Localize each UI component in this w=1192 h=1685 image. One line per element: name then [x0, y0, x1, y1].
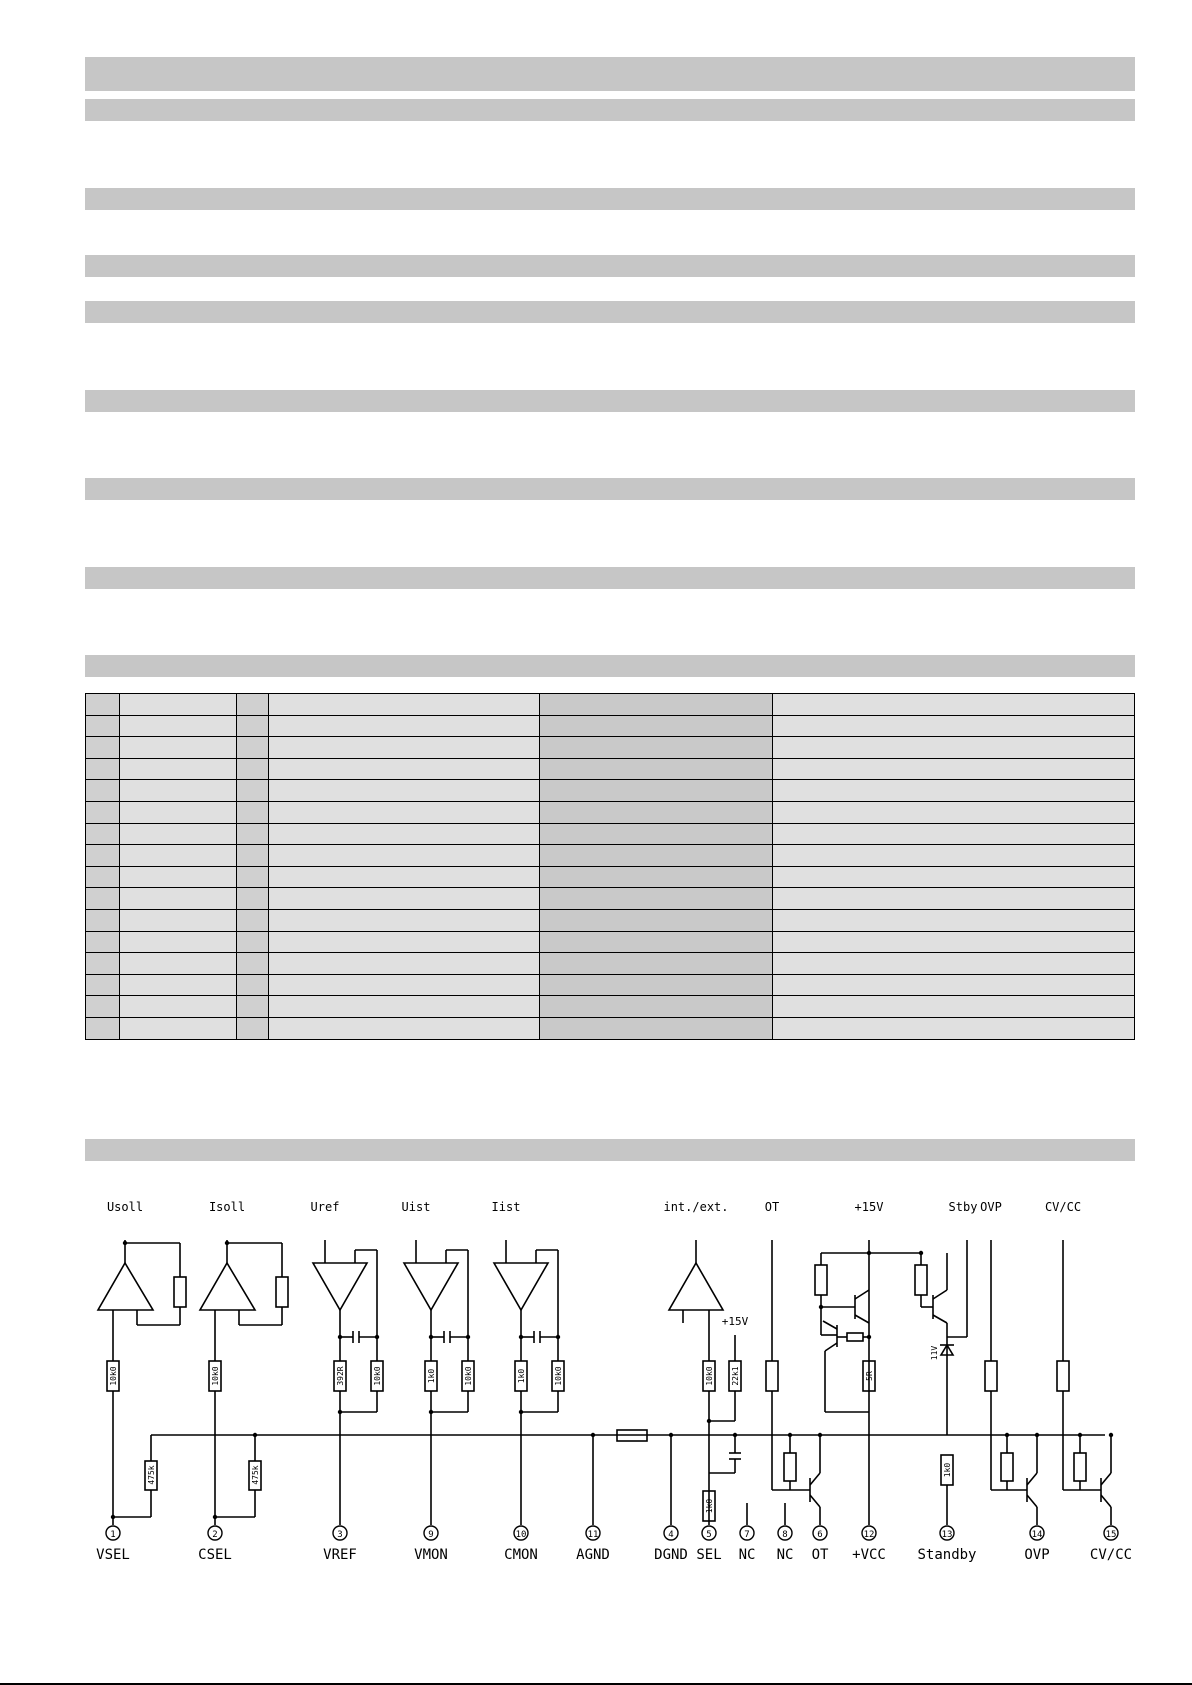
resistor-value-label: 10k0 — [554, 1366, 563, 1386]
table-row — [86, 845, 1135, 867]
table-cell — [86, 780, 120, 802]
table-cell — [269, 801, 540, 823]
resistor-value-label: 10k0 — [705, 1366, 714, 1386]
pin-name: CMON — [504, 1547, 538, 1563]
table-cell — [540, 715, 773, 737]
table-cell — [237, 931, 269, 953]
table-cell — [86, 909, 120, 931]
table-cell — [269, 953, 540, 975]
pin-name: +VCC — [852, 1547, 886, 1563]
table-cell — [773, 845, 1135, 867]
table-cell — [86, 823, 120, 845]
top-label: Usoll — [106, 1200, 144, 1214]
section-bar-2 — [85, 188, 1135, 210]
table-cell — [237, 1017, 269, 1039]
pin-number: 9 — [428, 1530, 434, 1540]
pin-number: 15 — [1105, 1530, 1117, 1540]
table-cell — [540, 866, 773, 888]
table-cell — [120, 931, 237, 953]
pin-name: SEL — [696, 1547, 722, 1563]
pin-name: OVP — [1024, 1547, 1050, 1563]
resistor-value-label: 10k0 — [464, 1366, 473, 1386]
table-cell — [540, 823, 773, 845]
table-cell — [86, 758, 120, 780]
table-cell — [237, 974, 269, 996]
pin-name: Standby — [917, 1547, 977, 1563]
top-label: OT — [764, 1200, 780, 1214]
table-cell — [120, 737, 237, 759]
top-label: Iist — [491, 1200, 521, 1214]
table-cell — [237, 694, 269, 716]
resistor-value-label: 475k — [251, 1465, 260, 1485]
table-cell — [773, 823, 1135, 845]
table-cell — [86, 845, 120, 867]
table-row — [86, 737, 1135, 759]
pin-number: 14 — [1031, 1530, 1043, 1540]
resistor-value-label: 1k0 — [427, 1368, 436, 1384]
section-bar-4 — [85, 301, 1135, 323]
section-bar-1 — [85, 99, 1135, 121]
pin-number: 13 — [941, 1530, 953, 1540]
circuit-schematic — [85, 1185, 1135, 1595]
table-cell — [120, 694, 237, 716]
table-cell — [237, 801, 269, 823]
pin-number: 7 — [744, 1530, 750, 1540]
top-label: int./ext. — [663, 1200, 729, 1214]
table-cell — [269, 737, 540, 759]
table-row — [86, 715, 1135, 737]
table-cell — [540, 801, 773, 823]
section-bar-5 — [85, 390, 1135, 412]
table-cell — [269, 845, 540, 867]
title-bar — [85, 57, 1135, 91]
table-row — [86, 866, 1135, 888]
table-cell — [540, 694, 773, 716]
table-cell — [237, 715, 269, 737]
table-cell — [773, 866, 1135, 888]
table-cell — [540, 845, 773, 867]
pin-number: 8 — [782, 1530, 788, 1540]
table-cell — [237, 780, 269, 802]
table-cell — [773, 780, 1135, 802]
table-cell — [237, 866, 269, 888]
table-cell — [86, 801, 120, 823]
table-row — [86, 823, 1135, 845]
table-cell — [237, 758, 269, 780]
top-label: Stby — [948, 1200, 978, 1214]
table-row — [86, 801, 1135, 823]
pin-name: VMON — [414, 1547, 448, 1563]
pin-number: 4 — [668, 1530, 674, 1540]
table-cell — [86, 888, 120, 910]
table-cell — [773, 888, 1135, 910]
table-cell — [540, 758, 773, 780]
table-cell — [269, 888, 540, 910]
top-label: Uist — [401, 1200, 431, 1214]
table-row — [86, 974, 1135, 996]
table-cell — [86, 715, 120, 737]
pin-number: 2 — [212, 1530, 218, 1540]
resistor-value-label: 1k0 — [943, 1462, 952, 1478]
table-cell — [86, 694, 120, 716]
table-cell — [540, 780, 773, 802]
top-label: CV/CC — [1044, 1200, 1082, 1214]
table-cell — [237, 737, 269, 759]
table-row — [86, 888, 1135, 910]
top-label: OVP — [980, 1200, 1002, 1214]
table-cell — [540, 1017, 773, 1039]
pin-table — [85, 693, 1135, 1040]
table-cell — [773, 715, 1135, 737]
table-row — [86, 1017, 1135, 1039]
table-cell — [540, 996, 773, 1018]
table-cell — [86, 953, 120, 975]
top-label: Isoll — [208, 1200, 246, 1214]
section-bar-schematic — [85, 1139, 1135, 1161]
table-cell — [86, 974, 120, 996]
pin-name: OT — [811, 1547, 829, 1563]
table-cell — [120, 801, 237, 823]
table-row — [86, 780, 1135, 802]
table-cell — [86, 931, 120, 953]
resistor-value-label: 1k0 — [705, 1498, 714, 1514]
table-row — [86, 931, 1135, 953]
table-cell — [120, 953, 237, 975]
table-cell — [120, 758, 237, 780]
pin-name: AGND — [576, 1547, 610, 1563]
table-cell — [269, 866, 540, 888]
table-cell — [237, 845, 269, 867]
table-cell — [237, 909, 269, 931]
table-cell — [269, 909, 540, 931]
table-cell — [237, 888, 269, 910]
pin-name: NC — [776, 1547, 794, 1563]
table-cell — [773, 758, 1135, 780]
table-cell — [540, 974, 773, 996]
table-row — [86, 996, 1135, 1018]
pin-number: 10 — [515, 1530, 527, 1540]
table-cell — [269, 974, 540, 996]
table-cell — [237, 953, 269, 975]
section-bar-7 — [85, 567, 1135, 589]
table-cell — [269, 931, 540, 953]
resistor-value-label: 22k1 — [731, 1366, 740, 1386]
resistor-value-label: 1k0 — [517, 1368, 526, 1384]
table-cell — [540, 737, 773, 759]
section-bar-6 — [85, 478, 1135, 500]
table-cell — [120, 715, 237, 737]
table-cell — [269, 758, 540, 780]
table-cell — [773, 931, 1135, 953]
table-cell — [773, 909, 1135, 931]
table-cell — [773, 694, 1135, 716]
table-cell — [773, 953, 1135, 975]
table-cell — [540, 953, 773, 975]
pin-name: VSEL — [96, 1547, 130, 1563]
table-cell — [120, 888, 237, 910]
table-cell — [237, 823, 269, 845]
table-cell — [86, 996, 120, 1018]
pin-name: CSEL — [198, 1547, 232, 1563]
table-cell — [120, 845, 237, 867]
resistor-value-label: 5R — [865, 1371, 874, 1381]
pin-number: 5 — [706, 1530, 712, 1540]
table-cell — [86, 866, 120, 888]
table-cell — [773, 996, 1135, 1018]
section-bar-3 — [85, 255, 1135, 277]
pin-number: 11 — [587, 1530, 599, 1540]
table-cell — [120, 1017, 237, 1039]
table-cell — [120, 780, 237, 802]
top-label: +15V — [854, 1200, 884, 1214]
table-cell — [269, 715, 540, 737]
table-cell — [773, 737, 1135, 759]
zener-value-label: 11V — [930, 1345, 939, 1361]
table-cell — [773, 1017, 1135, 1039]
table-cell — [120, 866, 237, 888]
table-cell — [540, 909, 773, 931]
table-cell — [120, 909, 237, 931]
table-cell — [269, 823, 540, 845]
top-label: +15V — [721, 1315, 749, 1328]
table-cell — [269, 694, 540, 716]
top-label: Uref — [310, 1200, 340, 1214]
pin-number: 3 — [337, 1530, 343, 1540]
resistor-value-label: 392R — [336, 1366, 345, 1386]
resistor-value-label: 10k0 — [211, 1366, 220, 1386]
table-cell — [86, 1017, 120, 1039]
table-cell — [269, 996, 540, 1018]
pin-name: NC — [738, 1547, 756, 1563]
section-bar-8 — [85, 655, 1135, 677]
pin-name: VREF — [323, 1547, 357, 1563]
table-cell — [540, 888, 773, 910]
resistor-value-label: 475k — [147, 1465, 156, 1485]
table-cell — [86, 737, 120, 759]
table-cell — [773, 974, 1135, 996]
table-cell — [773, 801, 1135, 823]
table-cell — [540, 931, 773, 953]
pin-name: DGND — [654, 1547, 688, 1563]
table-cell — [120, 823, 237, 845]
table-cell — [269, 1017, 540, 1039]
table-row — [86, 694, 1135, 716]
resistor-value-label: 10k0 — [109, 1366, 118, 1386]
table-row — [86, 909, 1135, 931]
resistor-value-label: 10k0 — [373, 1366, 382, 1386]
table-row — [86, 953, 1135, 975]
table-cell — [237, 996, 269, 1018]
table-cell — [269, 780, 540, 802]
table-row — [86, 758, 1135, 780]
pin-number: 12 — [863, 1530, 875, 1540]
pin-number: 6 — [817, 1530, 823, 1540]
pin-name: CV/CC — [1089, 1547, 1133, 1563]
pin-number: 1 — [110, 1530, 116, 1540]
table-cell — [120, 974, 237, 996]
table-cell — [120, 996, 237, 1018]
